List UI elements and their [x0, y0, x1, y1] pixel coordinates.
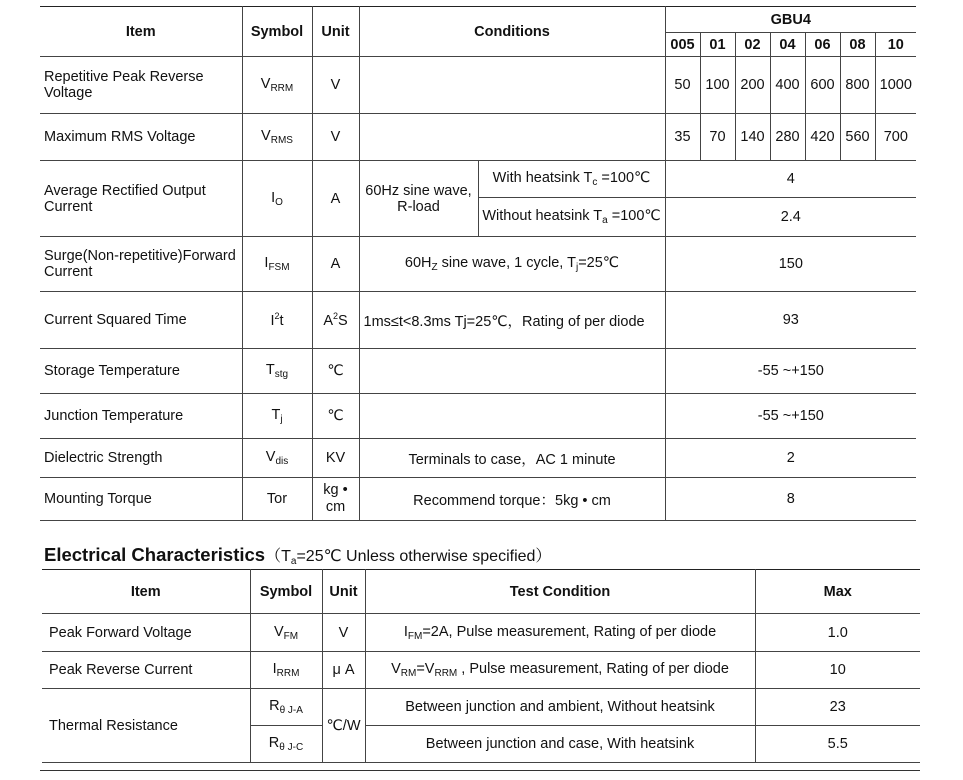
- footer-divider: [40, 770, 920, 771]
- value-ifsm: 150: [665, 237, 916, 292]
- value-tj: -55 ~+150: [665, 394, 916, 439]
- unit-vfm: V: [322, 614, 365, 652]
- electrical-title: [44, 543, 551, 567]
- item-irrm: Peak Reverse Current: [42, 652, 250, 689]
- value-vrms-08: 560: [840, 114, 875, 161]
- table-row: [42, 652, 920, 689]
- unit-io: A: [312, 161, 359, 237]
- table-row: [40, 237, 916, 292]
- item-io: Average Rectified Output Current: [40, 161, 242, 237]
- value-io-without-heatsink: 2.4: [665, 198, 916, 237]
- unit-vdis: KV: [312, 439, 359, 478]
- value-rth-ja: 23: [755, 689, 920, 726]
- item-tj: Junction Temperature: [40, 394, 242, 439]
- grade-02: 02: [735, 33, 770, 57]
- grade-01: 01: [700, 33, 735, 57]
- symbol-i2t: $I^2t$: [242, 292, 312, 349]
- symbol-rth-jc: $R_{\theta J-C}$: [250, 726, 322, 763]
- cond-vdis: Terminals to case，AC 1 minute: [359, 439, 665, 478]
- value-vrrm-08: 800: [840, 57, 875, 114]
- symbol-io: $I_O$: [242, 161, 312, 237]
- unit-irrm: μ A: [322, 652, 365, 689]
- max-ratings-table: [40, 6, 916, 521]
- table-row: [42, 614, 920, 652]
- value-torque: 8: [665, 478, 916, 521]
- table-row: [40, 439, 916, 478]
- value-vrrm-06: 600: [805, 57, 840, 114]
- item-rth: Thermal Resistance: [42, 689, 250, 763]
- symbol-torque: Tor: [242, 478, 312, 521]
- value-vrrm-005: 50: [665, 57, 700, 114]
- unit-vrms: V: [312, 114, 359, 161]
- e-header-max: Max: [755, 570, 920, 614]
- value-vrms-01: 70: [700, 114, 735, 161]
- table-row: [40, 57, 916, 114]
- cond-rth-jc: Between junction and case, With heatsink: [365, 726, 755, 763]
- value-vrms-10: 700: [875, 114, 916, 161]
- cond-io-without-heatsink: Without heatsink $T_a$ =100℃: [478, 198, 665, 237]
- unit-tj: ℃: [312, 394, 359, 439]
- cond-torque: Recommend torque：5kg • cm: [359, 478, 665, 521]
- electrical-table: [42, 569, 920, 763]
- table-row: [40, 349, 916, 394]
- value-vrms-005: 35: [665, 114, 700, 161]
- item-vrms: Maximum RMS Voltage: [40, 114, 242, 161]
- symbol-vfm: $V_{FM}$: [250, 614, 322, 652]
- unit-vrrm: V: [312, 57, 359, 114]
- value-vrrm-10: 1000: [875, 57, 916, 114]
- value-io-with-heatsink: 4: [665, 161, 916, 198]
- value-irrm: 10: [755, 652, 920, 689]
- cond-io: 60Hz sine wave, R-load: [359, 161, 478, 237]
- value-vrms-06: 420: [805, 114, 840, 161]
- grade-10: 10: [875, 33, 916, 57]
- table-row: [40, 478, 916, 521]
- electrical-title-condition: （$T_a=25℃$ Unless otherwise specified）: [265, 548, 552, 567]
- value-vrms-02: 140: [735, 114, 770, 161]
- value-vrrm-02: 200: [735, 57, 770, 114]
- value-vrrm-04: 400: [770, 57, 805, 114]
- symbol-vrms: $V_{RMS}$: [242, 114, 312, 161]
- value-rth-jc: 5.5: [755, 726, 920, 763]
- item-vdis: Dielectric Strength: [40, 439, 242, 478]
- item-ifsm: Surge(Non-repetitive)Forward Current: [40, 237, 242, 292]
- symbol-vrrm: $V_{RRM}$: [242, 57, 312, 114]
- cond-ifsm: $60H_Z$ sine wave, 1 cycle, $T_j=25℃$: [359, 237, 665, 292]
- value-tstg: -55 ~+150: [665, 349, 916, 394]
- item-i2t: Current Squared Time: [40, 292, 242, 349]
- value-vrrm-01: 100: [700, 57, 735, 114]
- item-torque: Mounting Torque: [40, 478, 242, 521]
- header-symbol: Symbol: [242, 7, 312, 57]
- value-vdis: 2: [665, 439, 916, 478]
- grade-005: 005: [665, 33, 700, 57]
- e-header-symbol: Symbol: [250, 570, 322, 614]
- unit-tstg: ℃: [312, 349, 359, 394]
- unit-rth: ℃/W: [322, 689, 365, 763]
- grade-08: 08: [840, 33, 875, 57]
- header-conditions: Conditions: [359, 7, 665, 57]
- e-header-item: Item: [42, 570, 250, 614]
- unit-torque: kg • cm: [312, 478, 359, 521]
- cond-tj: [359, 394, 665, 439]
- table-row: [40, 292, 916, 349]
- e-header-condition: Test Condition: [365, 570, 755, 614]
- item-tstg: Storage Temperature: [40, 349, 242, 394]
- table-row: [42, 689, 920, 726]
- header-item: Item: [40, 7, 242, 57]
- symbol-tj: $T_j$: [242, 394, 312, 439]
- item-vfm: Peak Forward Voltage: [42, 614, 250, 652]
- table-row: [40, 161, 916, 198]
- cond-rth-ja: Between junction and ambient, Without heatsink: [365, 689, 755, 726]
- symbol-ifsm: $I_{FSM}$: [242, 237, 312, 292]
- symbol-irrm: $I_{RRM}$: [250, 652, 322, 689]
- cond-irrm: $V_{RM}=V_{RRM}$ , Pulse measurement, Rating of per diode: [365, 652, 755, 689]
- cond-vfm: $I_{FM}=2A$, Pulse measurement, Rating of per diode: [365, 614, 755, 652]
- cond-vrrm: [359, 57, 665, 114]
- e-header-unit: Unit: [322, 570, 365, 614]
- header-unit: Unit: [312, 7, 359, 57]
- cond-vrms: [359, 114, 665, 161]
- symbol-tstg: $T_{stg}$: [242, 349, 312, 394]
- cond-tstg: [359, 349, 665, 394]
- value-vfm: 1.0: [755, 614, 920, 652]
- table-row: [40, 394, 916, 439]
- item-vrrm: Repetitive Peak Reverse Voltage: [40, 57, 242, 114]
- unit-ifsm: A: [312, 237, 359, 292]
- value-vrms-04: 280: [770, 114, 805, 161]
- electrical-title-text: Electrical Characteristics: [44, 544, 266, 565]
- symbol-vdis: $V_{dis}$: [242, 439, 312, 478]
- cond-i2t: 1ms≤t<8.3ms Tj=25℃，Rating of per diode: [359, 292, 665, 349]
- grade-06: 06: [805, 33, 840, 57]
- cond-io-with-heatsink: With heatsink $T_c$ =100℃: [478, 161, 665, 198]
- header-part-number: GBU4: [665, 7, 916, 33]
- table-row: [40, 114, 916, 161]
- symbol-rth-ja: $R_{\theta J-A}$: [250, 689, 322, 726]
- grade-04: 04: [770, 33, 805, 57]
- value-i2t: 93: [665, 292, 916, 349]
- unit-i2t: $A^2S$: [312, 292, 359, 349]
